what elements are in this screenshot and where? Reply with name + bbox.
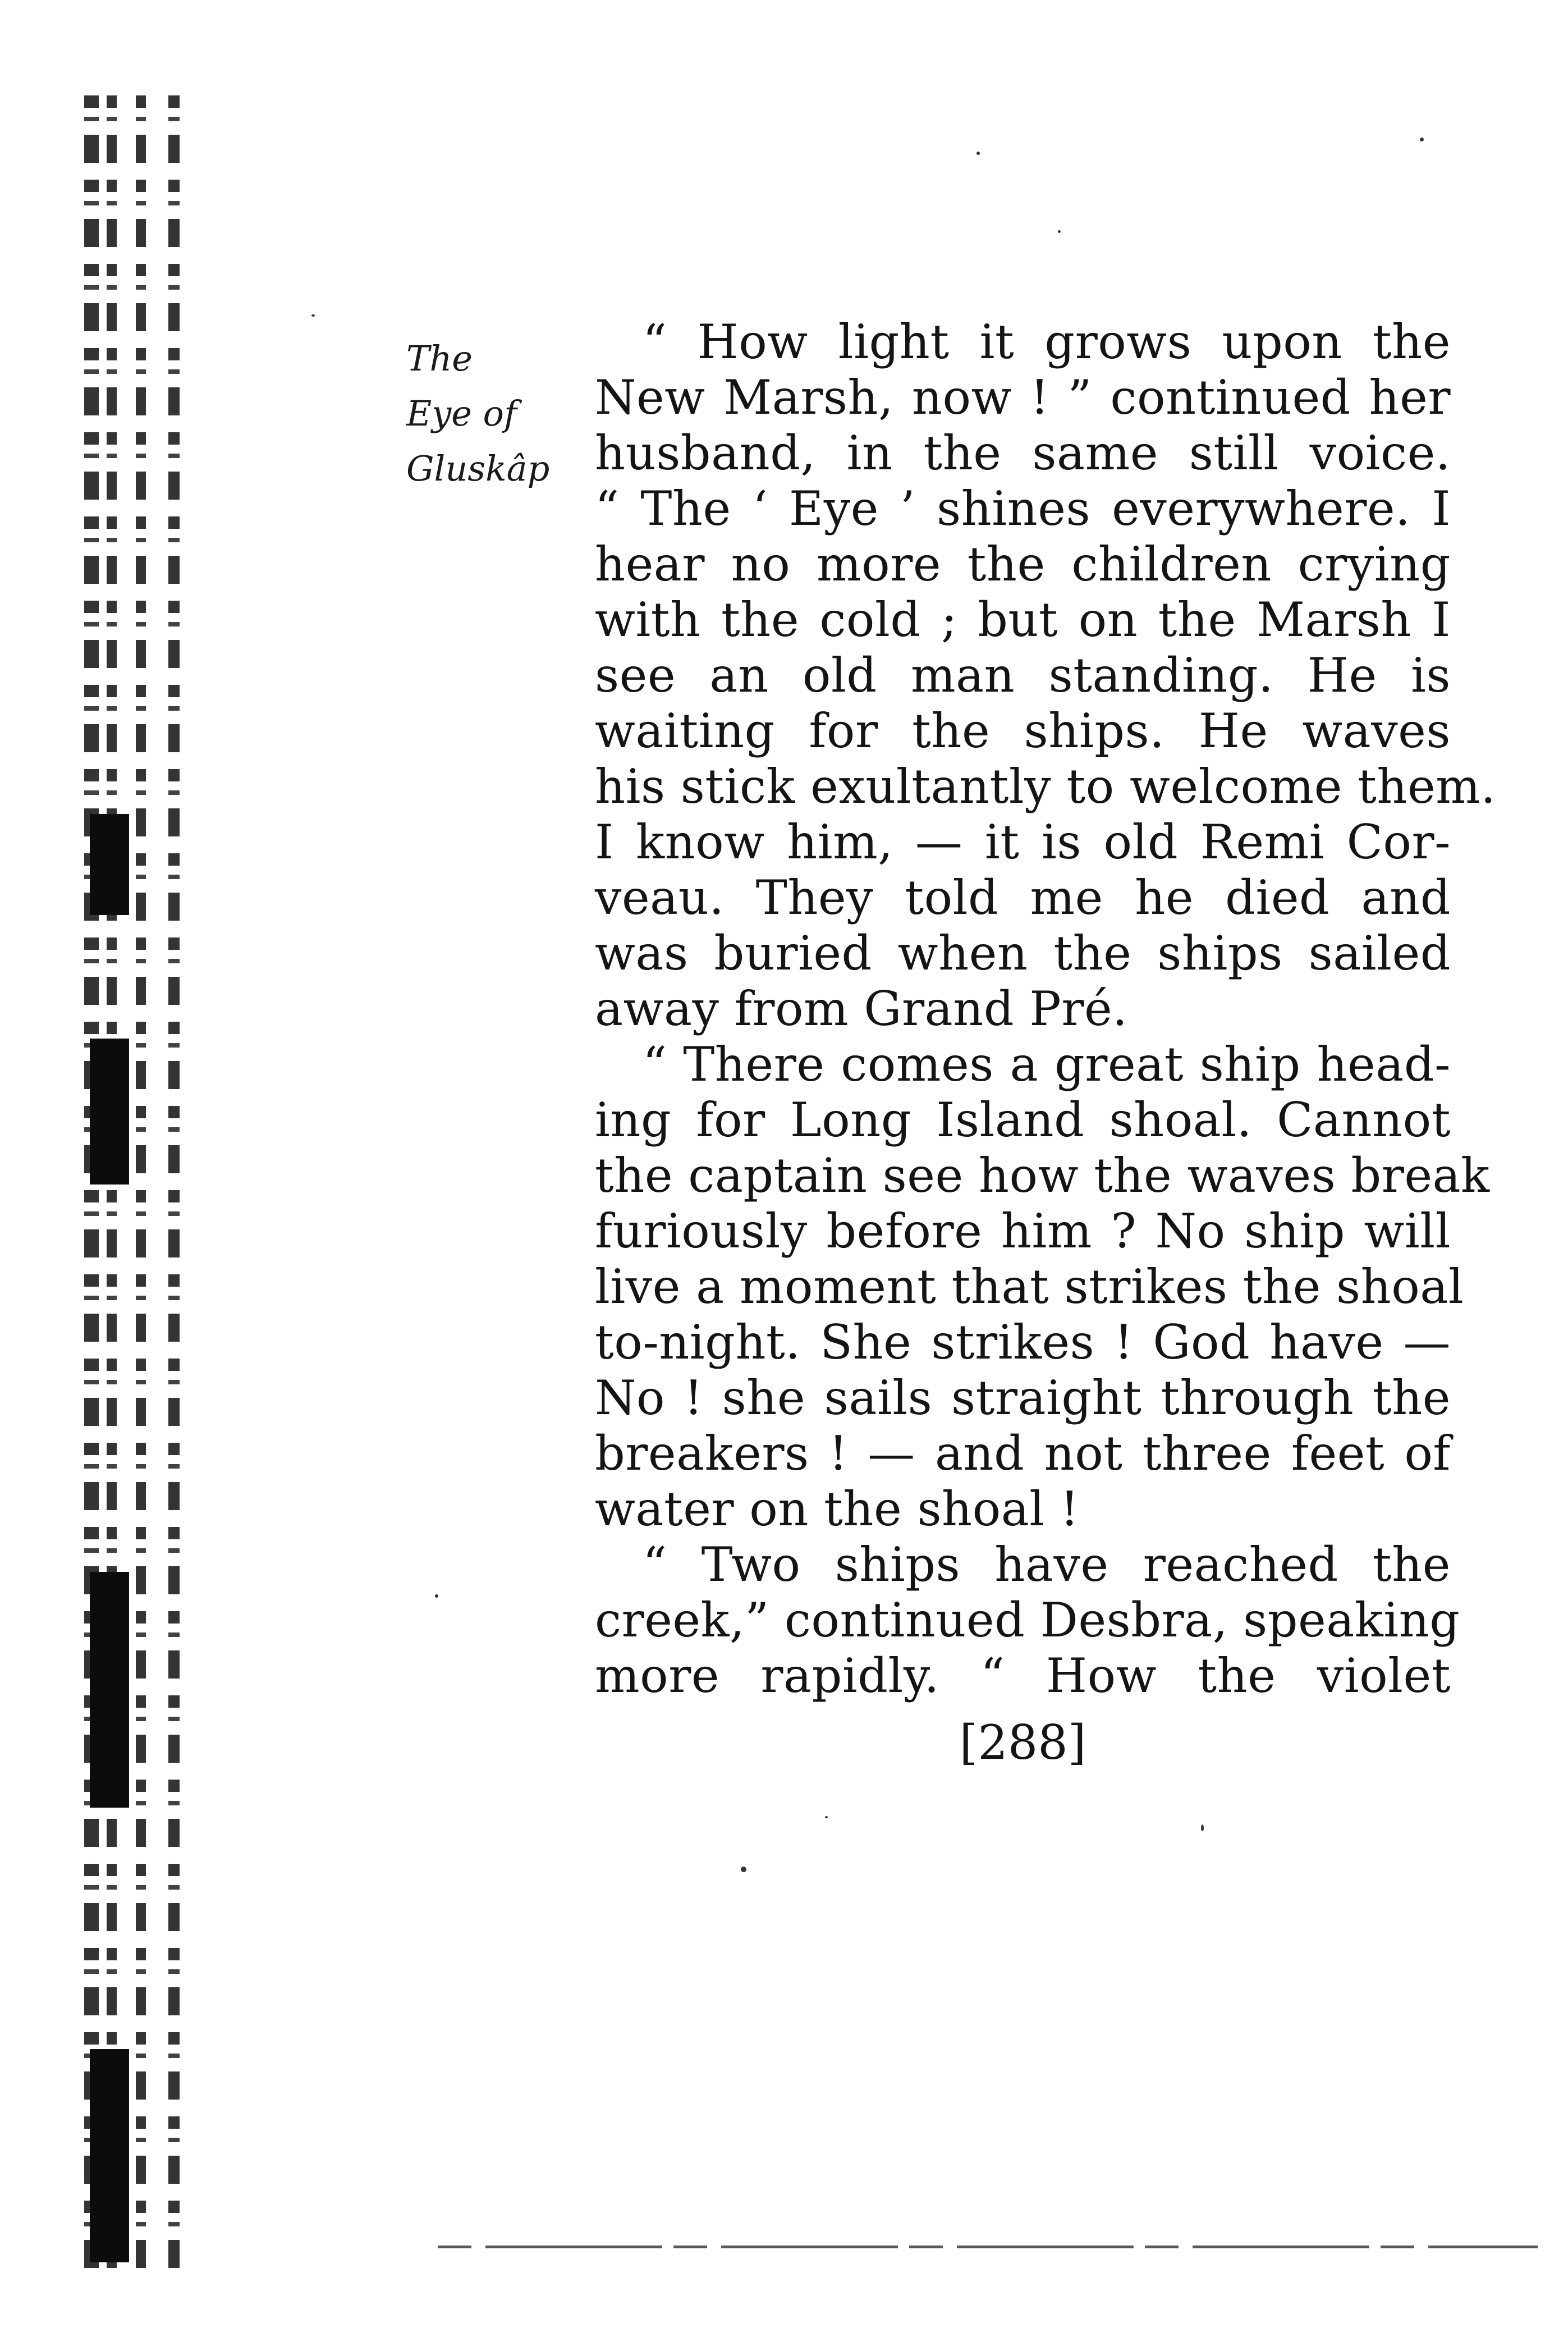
running-head <box>406 331 575 496</box>
text-line: husband, in the same still voice. <box>595 426 1451 481</box>
running-head-line: Gluskâp <box>406 448 550 489</box>
text-line: New Marsh, now ! ” continued her <box>595 370 1451 425</box>
scan-speck <box>825 1816 828 1818</box>
text-line: to-night. She strikes ! God have — <box>595 1315 1451 1370</box>
bottom-rule <box>438 2246 1538 2248</box>
binding-shadow-bar <box>90 2049 129 2262</box>
scan-speck <box>1420 138 1424 141</box>
text-line: hear no more the children crying <box>595 537 1451 592</box>
text-line: water on the shoal ! <box>595 1481 1080 1536</box>
text-line: “ The ‘ Eye ’ shines everywhere. I <box>595 481 1451 536</box>
text-line: I know him, — it is old Remi Cor- <box>595 815 1451 870</box>
running-head-line: The <box>406 338 473 379</box>
scan-speck <box>741 1867 746 1872</box>
text-line: creek,” continued Desbra, speaking <box>595 1593 1460 1648</box>
text-line: away from Grand Pré. <box>595 981 1128 1036</box>
text-line: ing for Long Island shoal. Cannot <box>595 1092 1451 1147</box>
scanned-binding-edge <box>84 95 196 2274</box>
scan-speck <box>311 314 315 317</box>
text-line: live a moment that strikes the shoal <box>595 1259 1464 1314</box>
text-line: furiously before him ? No ship will <box>595 1204 1451 1259</box>
text-line: “ There comes a great ship head- <box>643 1037 1451 1092</box>
text-line: “ Two ships have reached the <box>643 1537 1451 1592</box>
text-line: his stick exultantly to welcome them. <box>595 759 1496 814</box>
body-text <box>595 314 1496 1704</box>
binding-shadow-bar <box>90 814 129 915</box>
text-line: with the cold ; but on the Marsh I <box>595 592 1451 647</box>
text-line: more rapidly. “ How the violet <box>595 1648 1451 1703</box>
text-line: “ How light it grows upon the <box>643 314 1451 369</box>
text-line: waiting for the ships. He waves <box>595 703 1451 758</box>
scan-speck <box>435 1594 438 1598</box>
text-line: see an old man standing. He is <box>595 648 1451 703</box>
text-line: was buried when the ships sailed <box>595 926 1451 981</box>
text-line: the captain see how the waves break <box>595 1148 1490 1203</box>
scan-speck <box>976 152 980 155</box>
scan-speck <box>1058 230 1061 233</box>
binding-shadow-bar <box>90 1572 129 1808</box>
running-head-line: Eye of <box>406 393 517 434</box>
text-line: breakers ! — and not three feet of <box>595 1426 1451 1481</box>
scan-speck <box>1201 1824 1204 1831</box>
page-number: [288] <box>959 1715 1086 1770</box>
text-line: veau. They told me he died and <box>595 870 1451 925</box>
binding-shadow-bar <box>90 1039 129 1185</box>
text-line: No ! she sails straight through the <box>595 1370 1451 1425</box>
